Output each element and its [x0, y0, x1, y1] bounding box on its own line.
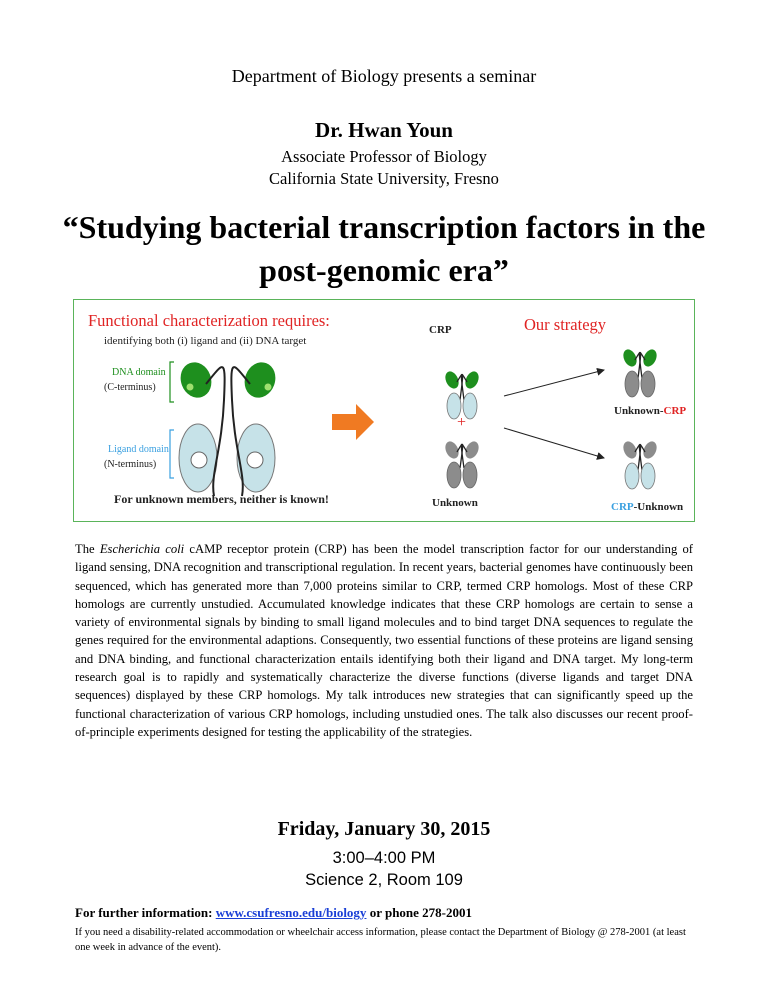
- speaker-title: Associate Professor of Biology: [281, 147, 487, 166]
- unknown-label: Unknown: [432, 497, 478, 509]
- crp-label: CRP: [429, 324, 452, 336]
- abstract-text-start: The: [75, 542, 100, 556]
- seminar-announcement: Department of Biology presents a seminar: [231, 66, 537, 86]
- chimera-crp-unknown: [621, 439, 659, 489]
- chimera1-crp: CRP: [663, 405, 687, 417]
- speaker-name: Dr. Hwan Youn: [315, 118, 453, 142]
- biology-website-link[interactable]: www.csufresno.edu/biology: [215, 905, 367, 920]
- disability-notice: If you need a disability-related accommodation or wheelchair access information, please contact the Department of Biology @ 278-2001 (at least one week in advance of the event).: [75, 927, 686, 953]
- arrow-to-chimera1: [504, 370, 604, 396]
- chimera2-label: [611, 501, 683, 513]
- chimera2-crp: CRP: [611, 501, 634, 513]
- right-heading: Our strategy: [524, 315, 607, 334]
- crp-dimer-large: [176, 358, 281, 496]
- event-room: Science 2, Room 109: [305, 871, 463, 889]
- speaker-affiliation: California State University, Fresno: [269, 169, 499, 188]
- ligand-domain-bracket: [170, 430, 174, 478]
- organism-name: Escherichia coli: [99, 542, 185, 556]
- ligand-domain-label: Ligand domain: [108, 444, 169, 455]
- chimera1-unknown: Unknown-: [614, 405, 664, 417]
- ligand-domain-sub: (N-terminus): [104, 459, 157, 470]
- event-date: Friday, January 30, 2015: [277, 818, 491, 840]
- event-time: 3:00–4:00 PM: [332, 849, 436, 867]
- chimera1-label: [614, 405, 686, 417]
- left-subheading: identifying both (i) ligand and (ii) DNA target: [104, 335, 307, 347]
- arrow-to-chimera2: [504, 428, 604, 458]
- dna-domain-label: DNA domain: [112, 367, 166, 378]
- strategy-figure: [73, 299, 695, 522]
- orange-arrow-icon: [332, 404, 374, 440]
- unknown-dimer-small: [443, 439, 481, 488]
- crp-dimer-small: [443, 369, 481, 419]
- further-info: [75, 905, 695, 921]
- bottom-note: For unknown members, neither is known!: [114, 492, 329, 506]
- abstract-paragraph: [75, 540, 693, 741]
- info-prefix: For further information:: [75, 905, 216, 920]
- dna-domain-bracket: [170, 362, 174, 402]
- left-heading: Functional characterization requires:: [88, 311, 330, 330]
- chimera2-unknown: -Unknown: [633, 501, 684, 513]
- dna-domain-sub: (C-terminus): [104, 382, 156, 393]
- plus-icon: +: [457, 414, 467, 431]
- strategy-diagram: [74, 300, 696, 523]
- chimera-unknown-crp: [621, 347, 659, 397]
- info-suffix: or phone 278-2001: [366, 905, 473, 920]
- talk-title: “Studying bacterial transcription factors in the post-genomic era”: [62, 209, 706, 288]
- abstract-text-body: cAMP receptor protein (CRP) has been the model transcription factor for our understanding of ligand sensing, DNA recognition and transcriptional regulation. In recent years, bacterial genomes have continuously been sequenced, which has generated more than 7,000 proteins similar to CRP, termed CRP homologs. Most of these CRP homologs are currently unstudied. Accumulated knowledge indicates that these CRP homologs are certain to sense a variety of environmental signals by binding to small ligand molecules and to bind target DNA sequences to regulate the genes required for the environmental adaptions. Consequently, two essential functions of these proteins are ligand sensing and DNA binding, and functional characterization entails identifying both their ligand and DNA target. My long-term research goal is to rapidly and systematically characterize the diverse functions (diverse ligands and target DNA sequences) displayed by these CRP homologs. My talk introduces new strategies that can significantly speed up the functional characterization of various CRP homologs, including unstudied ones. The talk also discusses our recent proof-of-principle experiments designed for testing the applicability of the strategies.: [75, 542, 693, 739]
